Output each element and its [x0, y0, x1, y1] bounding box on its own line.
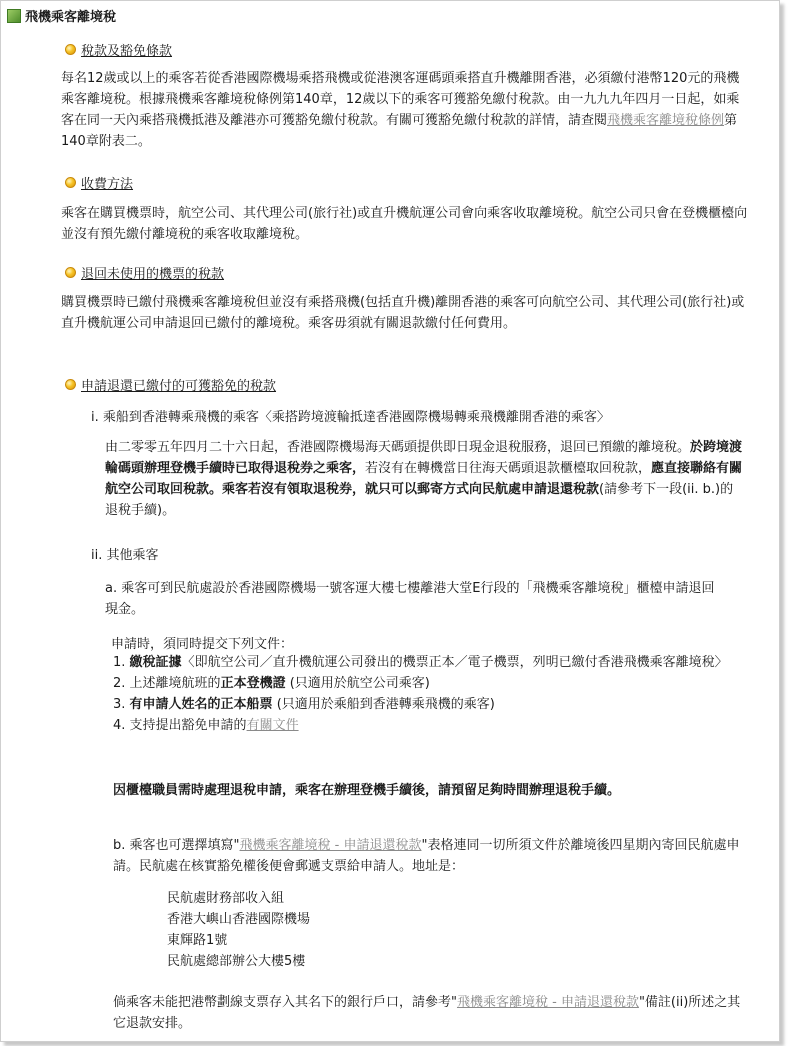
option-b-text-end: "表格連同一切所須文件於離境後四星期內寄回民航處申請。民航處在核實豁免權後便會郵遞支票給申請人。地址是： — [113, 838, 740, 874]
address-line: 香港大嶼山香港國際機場 — [167, 912, 311, 927]
list-text: (只適用於乘船到香港轉乘飛機的乘客) — [272, 697, 495, 712]
final-paragraph — [113, 992, 753, 1034]
section-heading-label: 退回未使用的機票的稅款 — [81, 267, 225, 282]
list-item — [113, 715, 743, 736]
section-2-paragraph: 乘客在購買機票時，航空公司、其代理公司(旅行社)或直升機航運公司會向乘客收取離境稅。航空公司只會在登機櫃檯向並沒有預先繳付離境稅的乘客收取離境稅。 — [61, 206, 748, 242]
subsection-ii-number: ii. — [91, 548, 103, 563]
section-1-text-end: 第140章附表二。 — [61, 113, 738, 149]
final-text: 倘乘客未能把港幣劃線支票存入其名下的銀行戶口，請參考" — [113, 995, 457, 1010]
list-item — [113, 652, 743, 673]
section-1-text: 每名12歲或以上的乘客若從香港國際機場乘搭飛機或從港澳客運碼頭乘搭直升機離開香港，必須繳付港幣120元的飛機乘客離境稅。根據飛機乘客離境稅條例第140章，12歲以下的乘客可獲豁免繳付稅款。由一九九九年四月一日起，如乘客在同一天內乘搭飛機抵港及離港亦可獲豁免繳付稅款。有關可獲豁免繳付稅款的詳情，請查閱 — [61, 71, 740, 128]
list-item — [113, 673, 743, 694]
list-number: 3. — [113, 697, 126, 712]
list-bold: 正本登機證 — [220, 676, 286, 691]
list-text: 〈即航空公司／直升機航運公司發出的機票正本／電子機票，列明已繳付香港飛機乘客離境稅〉 — [181, 655, 728, 670]
address-line: 民航處財務部收入組 — [167, 891, 285, 906]
subsection-ii-heading — [91, 544, 159, 563]
list-number: 4. — [113, 718, 126, 733]
section-heading-refund-unused — [65, 263, 224, 282]
list-number: 1. — [113, 655, 126, 670]
subsection-i-bold-2: 應直接聯絡有關航空公司取回稅款。乘客若沒有領取退稅券，就只可以郵寄方式向民航處申請退還稅款 — [105, 461, 743, 497]
subsection-i-text-2: 若沒有在轉機當日往海天碼頭退款櫃檯取回稅款， — [365, 461, 652, 476]
page-title — [7, 6, 116, 25]
address-line: 民航處總部辦公大樓5樓 — [167, 954, 306, 969]
subsection-i-heading — [91, 406, 610, 425]
counter-note-bold: 因櫃檯職員需時處理退稅申請，乘客在辦理登機手續後，請預留足夠時間辦理退稅手續。 — [113, 783, 621, 798]
section-heading-collection — [65, 173, 133, 192]
option-a-paragraph: a. 乘客可到民航處設於香港國際機場一號客運大樓七樓離港大堂E行段的「飛機乘客離境稅」櫃檯申請退回現金。 — [105, 581, 715, 617]
page-title-text: 飛機乘客離境稅 — [25, 10, 117, 25]
orange-bullet-icon — [65, 44, 76, 55]
address-line: 東輝路1號 — [167, 933, 228, 948]
orange-bullet-icon — [65, 267, 76, 278]
section-heading-refund-exempt — [65, 375, 276, 394]
section-heading-label: 收費方法 — [81, 177, 134, 192]
section-1-paragraph — [61, 68, 751, 152]
section-heading-label: 申請退還已繳付的可獲豁免的稅款 — [81, 379, 277, 394]
section-heading-tax-exemption — [65, 40, 172, 59]
refund-form-link-2[interactable]: 飛機乘客離境稅 - 申請退還稅款 — [456, 995, 639, 1010]
final-text-end: "備註(ii)所述之其它退款安排。 — [113, 995, 741, 1031]
subsection-i-text-1: 由二零零五年四月二十六日起，香港國際機場海天碼頭提供即日現金退稅服務，退回已預繳的離境稅。 — [105, 440, 691, 455]
documents-list — [113, 652, 743, 736]
list-text: (只適用於航空公司乘客) — [285, 676, 430, 691]
address-block — [167, 888, 310, 972]
list-item — [113, 694, 743, 715]
related-documents-link[interactable]: 有關文件 — [246, 718, 299, 733]
ordinance-link[interactable]: 飛機乘客離境稅條例 — [607, 113, 725, 128]
counter-note — [113, 780, 733, 801]
list-bold: 繳稅証據 — [129, 655, 182, 670]
orange-bullet-icon — [65, 177, 76, 188]
subsection-ii-label: 其他乘客 — [106, 548, 159, 563]
option-b-paragraph — [113, 835, 753, 877]
section-heading-label: 稅款及豁免條款 — [81, 44, 173, 59]
subsection-i-text-3: (請參考下一段(ii. b.)的退稅手續)。 — [105, 482, 734, 518]
subsection-i-number: i. — [91, 410, 99, 425]
subsection-i-bold-1: 於跨境渡輪碼頭辦理登機手續時已取得退稅券之乘客， — [105, 440, 743, 476]
refund-form-link[interactable]: 飛機乘客離境稅 - 申請退還稅款 — [239, 838, 422, 853]
subsection-i-label: 乘船到香港轉乘飛機的乘客〈乘搭跨境渡輪抵達香港國際機場轉乘飛機離開香港的乘客〉 — [102, 410, 610, 425]
list-bold: 有申請人姓名的正本船票 — [129, 697, 273, 712]
section-3-paragraph: 購買機票時已繳付飛機乘客離境稅但並沒有乘搭飛機(包括直升機)離開香港的乘客可向航空公司、其代理公司(旅行社)或直升機航運公司申請退回已繳付的離境稅。乘客毋須就有關退款繳付任何費用。 — [61, 295, 745, 331]
list-text: 上述離境航班的 — [129, 676, 221, 691]
orange-bullet-icon — [65, 379, 76, 390]
option-b-text: b. 乘客也可選擇填寫" — [113, 838, 240, 853]
list-number: 2. — [113, 676, 126, 691]
list-text: 支持提出豁免申請的 — [129, 718, 247, 733]
subsection-i-paragraph — [105, 437, 745, 521]
green-square-icon — [7, 9, 21, 23]
documents-intro: 申請時，須同時提交下列文件： — [111, 637, 294, 652]
